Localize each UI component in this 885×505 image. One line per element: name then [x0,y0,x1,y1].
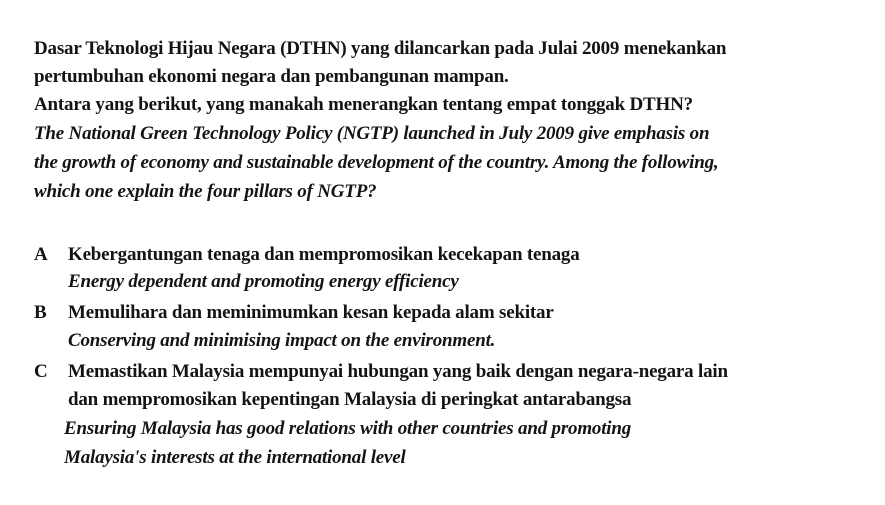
option-c-english-line-2: Malaysia's interests at the international level [64,447,406,468]
option-b-english: Conserving and minimising impact on the environment. [68,330,496,351]
question-english-line-1: The National Green Technology Policy (NGTP) launched in July 2009 give emphasis on [34,123,710,144]
option-c-english-line-1: Ensuring Malaysia has good relations with other countries and promoting [64,418,632,439]
question-english-line-3: which one explain the four pillars of NGTP? [34,181,377,202]
question-english-line-2: the growth of economy and sustainable development of the country. Among the following, [34,152,719,173]
option-a-letter: A [34,244,48,265]
option-c-malay-line-1: Memastikan Malaysia mempunyai hubungan yang baik dengan negara-negara lain [68,361,728,382]
option-b-letter: B [34,302,47,323]
question-malay-line-1: Dasar Teknologi Hijau Negara (DTHN) yang dilancarkan pada Julai 2009 menekankan [34,38,727,59]
option-b-malay: Memulihara dan meminimumkan kesan kepada alam sekitar [68,302,554,323]
option-c-letter: C [34,361,48,382]
option-c-malay-line-2: dan mempromosikan kepentingan Malaysia di peringkat antarabangsa [68,389,632,410]
question-malay-line-2: pertumbuhan ekonomi negara dan pembangunan mampan. [34,66,509,87]
option-a-malay: Kebergantungan tenaga dan mempromosikan kecekapan tenaga [68,244,580,265]
question-malay-line-3: Antara yang berikut, yang manakah menerangkan tentang empat tonggak DTHN? [34,94,693,115]
option-a-english: Energy dependent and promoting energy efficiency [68,271,459,292]
